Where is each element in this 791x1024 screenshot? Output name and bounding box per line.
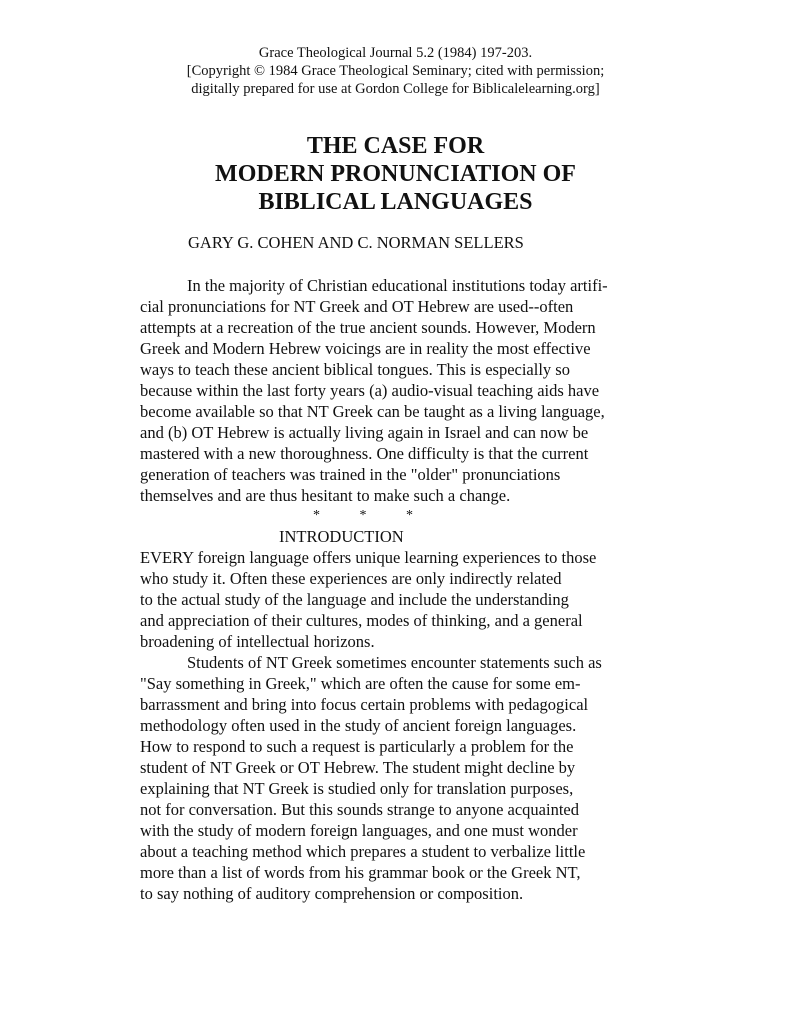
body-line: not for conversation. But this sounds strange to anyone acquainted xyxy=(140,800,579,819)
abstract-line: In the majority of Christian educational institutions today artifi- xyxy=(187,276,608,295)
body-line: to say nothing of auditory comprehension or composition. xyxy=(140,884,524,903)
abstract-line: become available so that NT Greek can be taught as a living language, xyxy=(140,402,605,421)
article-authors: GARY G. COHEN AND C. NORMAN SELLERS xyxy=(188,233,524,252)
body-line: student of NT Greek or OT Hebrew. The student might decline by xyxy=(140,758,576,777)
citation-header xyxy=(0,44,791,98)
title-line: MODERN PRONUNCIATION OF xyxy=(215,161,576,187)
body-line: about a teaching method which prepares a student to verbalize little xyxy=(140,842,586,861)
body-line: How to respond to such a request is particularly a problem for the xyxy=(140,737,574,756)
body-line: "Say something in Greek," which are often the cause for some em- xyxy=(140,674,581,693)
body-line: who study it. Often these experiences are only indirectly related xyxy=(140,569,562,588)
body-line: EVERY foreign language offers unique learning experiences to those xyxy=(140,548,597,567)
abstract-line: cial pronunciations for NT Greek and OT Hebrew are used--often xyxy=(140,297,574,316)
article-title xyxy=(0,132,791,216)
body-line: with the study of modern foreign languages, and one must wonder xyxy=(140,821,578,840)
body-line: broadening of intellectual horizons. xyxy=(140,632,375,651)
abstract-line: Greek and Modern Hebrew voicings are in reality the most effective xyxy=(140,339,591,358)
abstract-line: themselves and are thus hesitant to make such a change. xyxy=(140,486,511,505)
body-line: and appreciation of their cultures, modes of thinking, and a general xyxy=(140,611,583,630)
abstract-line: because within the last forty years (a) audio-visual teaching aids have xyxy=(140,381,600,400)
citation-line: Grace Theological Journal 5.2 (1984) 197-203. xyxy=(258,45,533,61)
abstract-line: mastered with a new thoroughness. One difficulty is that the current xyxy=(140,444,589,463)
body-line: more than a list of words from his grammar book or the Greek NT, xyxy=(140,863,581,882)
abstract-line: and (b) OT Hebrew is actually living again in Israel and can now be xyxy=(140,423,589,442)
abstract-line: generation of teachers was trained in the "older" pronunciations xyxy=(140,465,561,484)
digitization-line: digitally prepared for use at Gordon College for Biblicalelearning.org] xyxy=(191,81,600,97)
section-separator: * * * xyxy=(313,508,431,523)
body-line: explaining that NT Greek is studied only for translation purposes, xyxy=(140,779,574,798)
abstract-line: ways to teach these ancient biblical tongues. This is especially so xyxy=(140,360,570,379)
body-line: barrassment and bring into focus certain problems with pedagogical xyxy=(140,695,589,714)
section-heading: INTRODUCTION xyxy=(279,527,404,546)
body-line: to the actual study of the language and include the understanding xyxy=(140,590,569,609)
body-line: methodology often used in the study of ancient foreign languages. xyxy=(140,716,577,735)
title-line: BIBLICAL LANGUAGES xyxy=(258,189,533,215)
copyright-line: [Copyright © 1984 Grace Theological Seminary; cited with permission; xyxy=(186,63,605,79)
abstract-line: attempts at a recreation of the true ancient sounds. However, Modern xyxy=(140,318,596,337)
title-line: THE CASE FOR xyxy=(306,133,485,159)
body-line: Students of NT Greek sometimes encounter statements such as xyxy=(187,653,602,672)
